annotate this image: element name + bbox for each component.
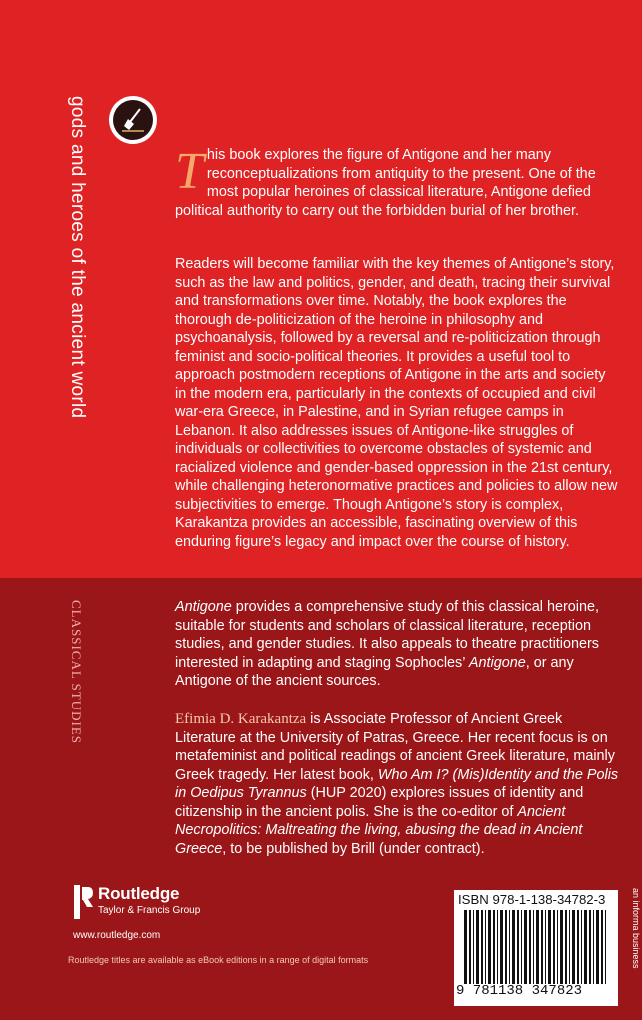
audience-title-italic: Antigone: [175, 599, 232, 615]
author-bio-paragraph: Efimia D. Karakantza is Associate Professor of Ancient Greek Literature at the University of Patras, Greece. Her recent focus is on metafeminist and political readings of ancient Greek literature, mainly Greek tragedy. Her latest book, Who Am I? (Mis)Identity and the Polis in Oedipus Tyrannus (HUP 2020) explores issues of identity and citizenship in the ancient polis. She is the co-editor of Ancient Necropolitics: Maltreating the living, abusing the dead in Ancient Greece, to be published by Brill (under contract).: [175, 711, 619, 857]
author-book-2: Ancient Necropolitics: Maltreating the living, abusing the dead in Ancient Greece: [175, 803, 583, 857]
publisher-name: Routledge: [98, 884, 180, 903]
author-book-1: Who Am I? (Mis)Identity and the Polis in Oedipus Tyrannus: [175, 766, 619, 801]
isbn-label: ISBN 978-1-138-34782-3: [458, 892, 606, 907]
publisher-group: Taylor & Francis Group: [98, 905, 201, 916]
subject-category: CLASSICAL STUDIES: [69, 600, 84, 745]
routledge-logo-icon: [74, 885, 94, 919]
series-spade-logo-icon: [109, 96, 157, 144]
informa-business-tag: an informa business: [631, 888, 641, 969]
barcode-digits: 9 781138 347823: [456, 983, 583, 999]
publisher-url[interactable]: www.routledge.com: [73, 930, 161, 941]
themes-paragraph: Readers will become familiar with the key themes of Antigone’s story, such as the law and politics, gender, and death, tracing their survival and transformations over time. Notably, the book explores the thorough de-politicization of the heroine in philosophy and psychoanalysis, followed by a reversal and re-politicization through feminist and socio-political theories. It provides a useful tool to approach postmodern receptions of Antigone in the arts and society in the modern era, particularly in the contexts of occupied and civil war-era Greece, in Palestine, and in Syrian refugee camps in Lebanon. It also addresses issues of Antigone-like struggles of individuals or collectivities to overcome obstacles of systemic and racialized violence and gender-based oppression in the 21st century, while challenging heteronormative practices and policies to allow new subjectivities to emerge. Though Antigone’s story is complex, Karakantza provides an accessible, fascinating overview of this enduring figure’s legacy and impact over the course of history.: [175, 256, 618, 550]
barcode: [464, 910, 608, 984]
intro-paragraph: [175, 143, 620, 220]
isbn-barcode-box: [454, 890, 618, 1006]
drop-cap: T: [175, 143, 204, 200]
author-name: Efimia D. Karakantza: [175, 711, 307, 727]
series-title: gods and heroes of the ancient world: [67, 96, 88, 419]
audience-paragraph: Antigone provides a comprehensive study of this classical heroine, suitable for students and scholars of classical literature, reception studies, and gender studies. It also appeals to theatre practitioners interested in adapting and staging Sophocles’ Antigone, or any Antigone of the ancient sources.: [175, 599, 599, 689]
ebook-note: Routledge titles are available as eBook editions in a range of digital formats: [68, 955, 369, 965]
intro-text: his book explores the figure of Antigone and her many reconceptualizations from antiquity to the present. One of the most popular heroines of classical literature, Antigone defied political authority to carry out the forbidden burial of her brother.: [175, 147, 596, 219]
